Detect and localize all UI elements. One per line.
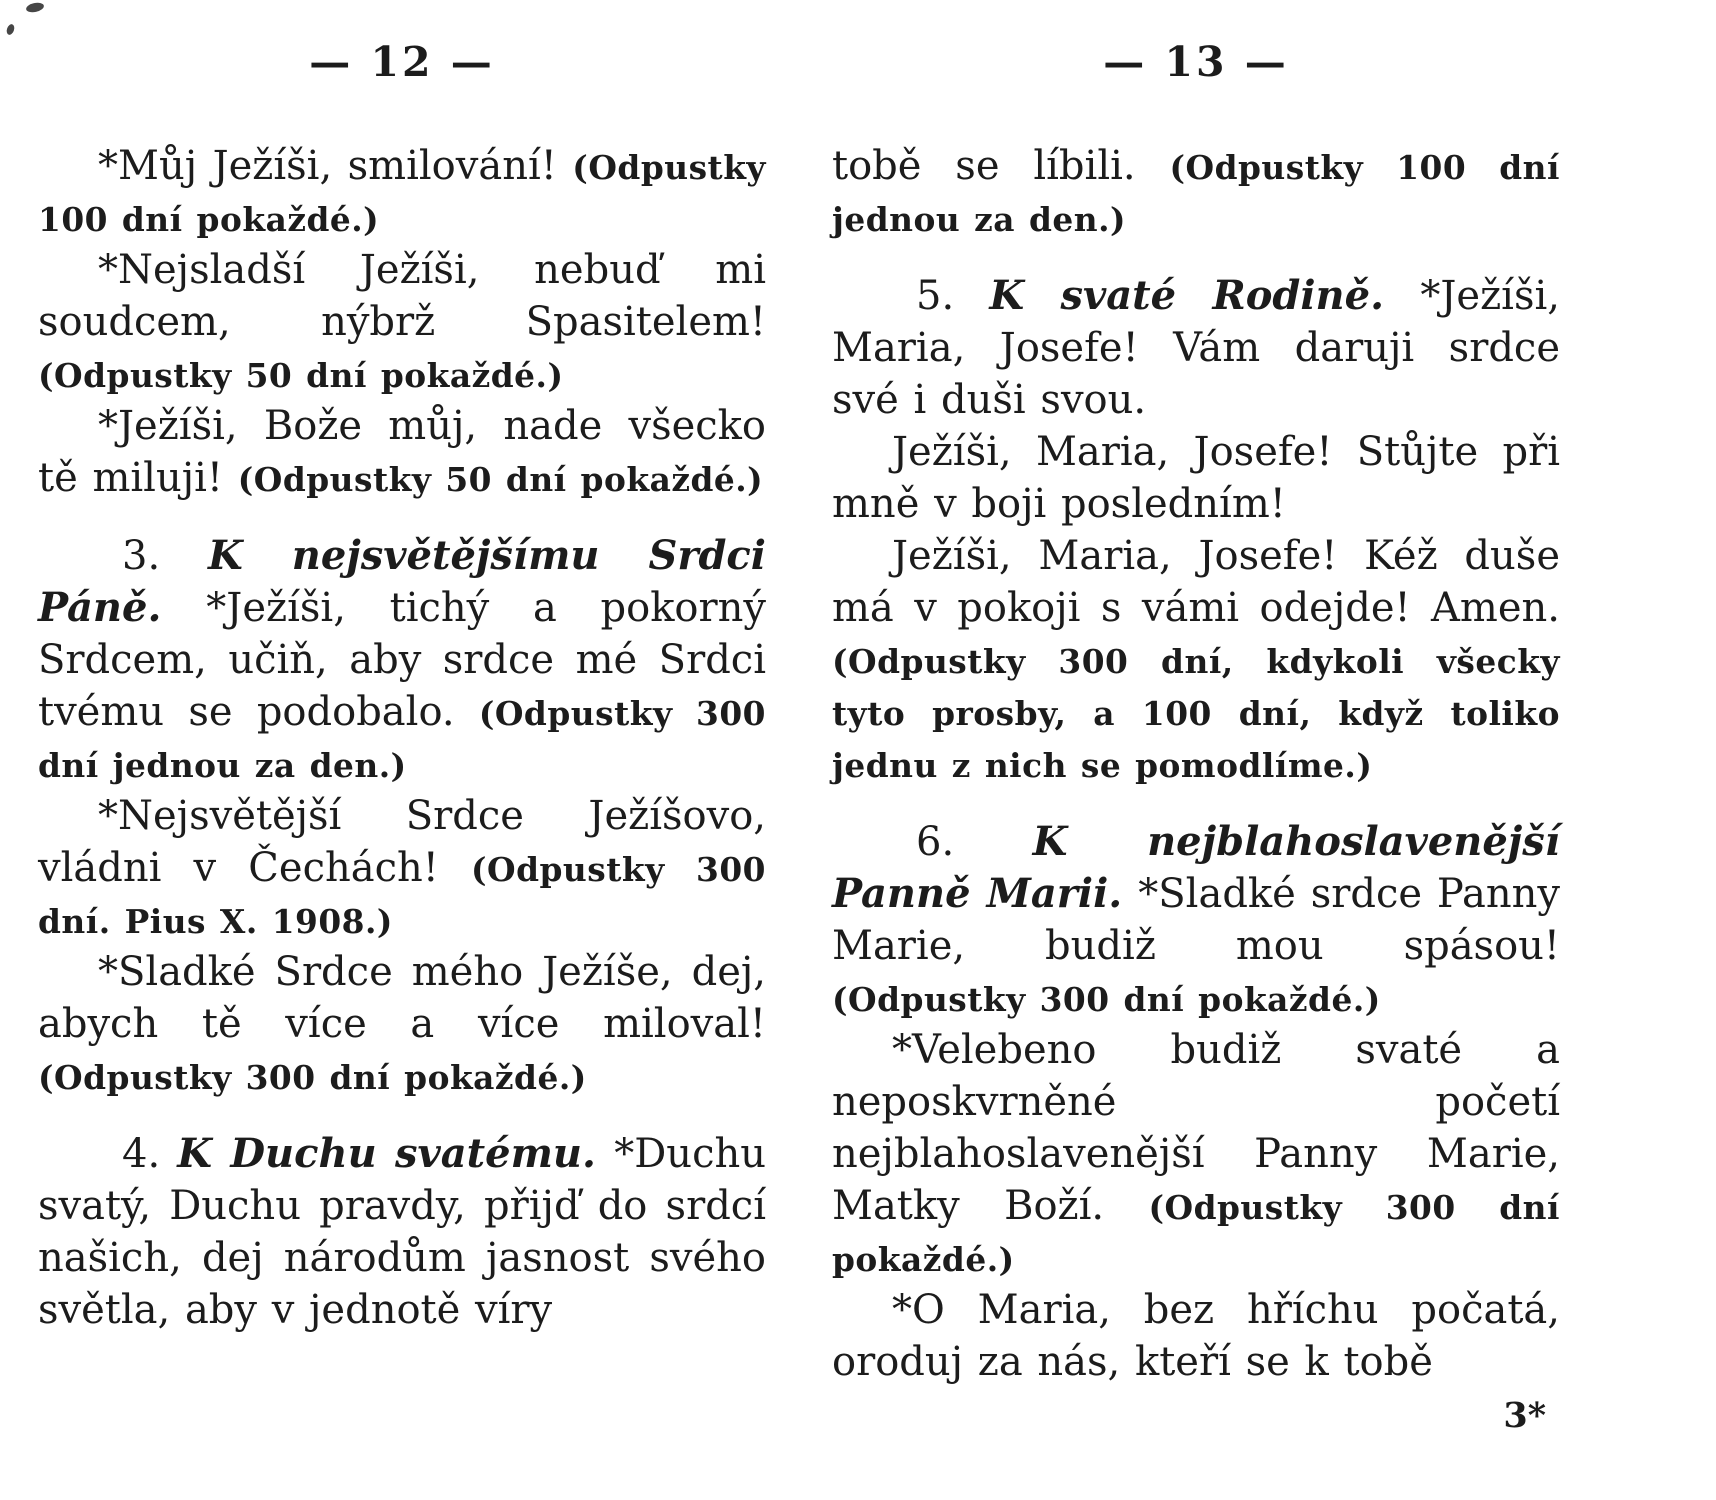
paragraph xyxy=(832,530,1560,790)
body-text: *Nejsladší Ježíši, nebuď mi soudcem, nýbrž Spasitelem! xyxy=(38,247,766,345)
page-text-column xyxy=(832,140,1560,1388)
page-left xyxy=(38,22,766,1472)
body-text: 5. xyxy=(916,273,990,319)
body-text: *Sladké Srdce mého Ježíše, dej, abych tě více a více miloval! xyxy=(38,949,766,1047)
paragraph xyxy=(38,1128,766,1336)
indulgence-note: (Odpustky 300 dní pokaždé.) xyxy=(832,980,1381,1019)
indulgence-note: (Odpustky 300 dní, kdykoli všecky tyto prosby, a 100 dní, když toliko jednu z nich se pomodlíme.) xyxy=(832,642,1560,785)
indulgence-note: (Odpustky 300 dní pokaždé.) xyxy=(38,1058,587,1097)
body-text: *Můj Ježíši, smilování! xyxy=(98,143,573,189)
body-text: *Ježíši, tichý a pokorný Srdcem, učiň, aby srdce mé Srdci tvému se podobalo. xyxy=(38,585,766,735)
body-text: *Duchu svatý, Duchu pravdy, přijď do srdcí našich, dej národům jasnost svého světla, aby v jednotě víry xyxy=(38,1131,766,1333)
indulgence-note: (Odpustky 50 dní pokaždé.) xyxy=(237,460,764,499)
paragraph xyxy=(832,1024,1560,1284)
body-text: *Ježíši, Bože můj, nade všecko tě miluji! xyxy=(38,403,766,501)
paragraph xyxy=(38,140,766,244)
body-text: *Nejsvětější Srdce Ježíšovo, vládni v Čechách! xyxy=(38,793,766,891)
body-text: tobě se líbili. xyxy=(832,143,1170,189)
body-text: *Sladké srdce Panny Marie, budiž mou spásou! xyxy=(832,871,1560,969)
paragraph xyxy=(832,270,1560,426)
section-title: K nejblahoslavenější Panně Marii. xyxy=(832,818,1560,917)
page-number-header: — 12 — xyxy=(309,38,495,86)
paragraph xyxy=(832,816,1560,1024)
body-text: 6. xyxy=(916,819,1033,865)
page-text-column xyxy=(38,140,766,1336)
body-text: Ježíši, Maria, Josefe! Stůjte při mně v boji posledním! xyxy=(832,429,1560,527)
page-right xyxy=(832,22,1560,1472)
page-number-header: — 13 — xyxy=(1103,38,1289,86)
body-text: 4. xyxy=(122,1131,178,1177)
section-title: K svaté Rodině. xyxy=(989,272,1421,319)
signature-mark: 3* xyxy=(1503,1395,1546,1436)
body-text: 3. xyxy=(122,533,208,579)
paragraph xyxy=(832,1284,1560,1388)
paragraph xyxy=(832,426,1560,530)
indulgence-note: (Odpustky 300 dní. Pius X. 1908.) xyxy=(38,850,766,941)
body-text: *Velebeno budiž svaté a neposkvrněné početí nejblahoslavenější Panny Marie, Matky Boží. xyxy=(832,1027,1560,1229)
body-text: Ježíši, Maria, Josefe! Kéž duše má v pokoji s vámi odejde! Amen. xyxy=(832,533,1560,631)
paragraph xyxy=(832,140,1560,244)
paragraph xyxy=(38,244,766,400)
paragraph xyxy=(38,790,766,946)
indulgence-note: (Odpustky 300 dní jednou za den.) xyxy=(38,694,766,785)
section-title: K Duchu svatému. xyxy=(177,1130,615,1177)
body-text: *Ježíši, Maria, Josefe! Vám daruji srdce své i duši svou. xyxy=(832,273,1560,423)
body-text: *O Maria, bez hříchu počatá, oroduj za nás, kteří se k tobě xyxy=(832,1287,1560,1385)
indulgence-note: (Odpustky 300 dní pokaždé.) xyxy=(832,1188,1560,1279)
section-title: K nejsvětějšímu Srdci Páně. xyxy=(38,532,766,631)
indulgence-note: (Odpustky 100 dní pokaždé.) xyxy=(38,148,766,239)
paragraph xyxy=(38,946,766,1102)
paragraph xyxy=(38,530,766,790)
indulgence-note: (Odpustky 50 dní pokaždé.) xyxy=(38,356,564,395)
indulgence-note: (Odpustky 100 dní jednou za den.) xyxy=(832,148,1560,239)
paragraph xyxy=(38,400,766,504)
